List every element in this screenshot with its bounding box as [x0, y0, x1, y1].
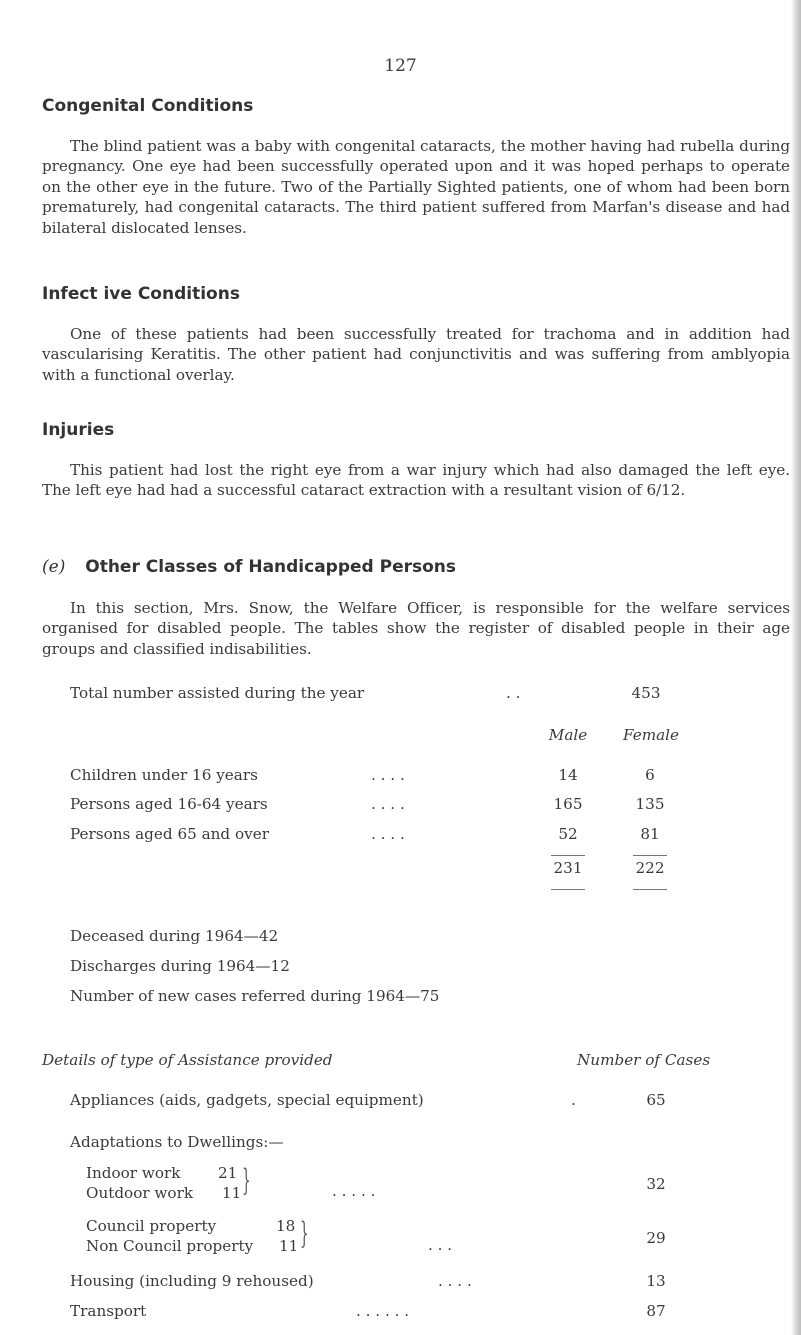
new-cases-line: Number of new cases referred during 1964—75: [70, 987, 440, 1005]
total-assisted-value: 453: [631, 684, 661, 702]
heading-other-classes: [42, 557, 456, 577]
rule-male-top: [551, 855, 585, 856]
rule-male-bottom: [551, 889, 585, 890]
heading-infective-conditions: Infect ive Conditions: [42, 284, 240, 304]
row-male-65-over: 52: [558, 825, 578, 843]
outdoor-work-value: 11: [222, 1184, 242, 1202]
paragraph-congenital-conditions: The blind patient was a baby with congenital cataracts, the mother having had rubella during pregnancy. One eye had been successfully operated upon and it was hoped perhaps to operate on the other eye in the future. Two of the Partially Sighted patients, one of whom had been born prematurely, had congenital cataracts. The third patient suffered from Marfan's disease and had bilateral dislocated lenses.: [42, 137, 790, 237]
row-leader-65-over: . . . .: [371, 825, 405, 843]
housing-leader: . . . .: [438, 1272, 472, 1290]
paragraph-other-classes: In this section, Mrs. Snow, the Welfare Officer, is responsible for the welfare services organised for disabled people. The tables show the register of disabled people in their age groups and classified indisabilities.: [42, 599, 790, 658]
heading-injuries: Injuries: [42, 420, 115, 440]
transport-value: 87: [646, 1302, 666, 1320]
council-leader: . . .: [428, 1236, 453, 1254]
row-male-16-64: 165: [553, 795, 583, 813]
heading-congenital-conditions: Congenital Conditions: [42, 96, 254, 116]
rule-female-bottom: [633, 889, 667, 890]
indoor-work-label: Indoor work: [86, 1164, 181, 1182]
row-label-children: Children under 16 years: [70, 766, 258, 784]
row-leader-16-64: . . . .: [371, 795, 405, 813]
non-council-property-value: 11: [279, 1237, 299, 1255]
non-council-property-label: Non Council property: [86, 1237, 254, 1255]
brace-council: }: [300, 1216, 309, 1251]
council-property-label: Council property: [86, 1217, 217, 1235]
row-female-65-over: 81: [640, 825, 660, 843]
transport-leader: . . . . . .: [356, 1302, 410, 1320]
paragraph-infective-conditions: One of these patients had been successfully treated for trachoma and in addition had vascularising Keratitis. The other patient had conjunctivitis and was suffering from amblyopia with a functional overlay.: [42, 325, 790, 384]
housing-label: Housing (including 9 rehoused): [70, 1272, 314, 1290]
total-female: 222: [635, 859, 665, 877]
rule-female-top: [633, 855, 667, 856]
assistance-title: Details of type of Assistance provided: [42, 1051, 333, 1069]
row-leader-children: . . . .: [371, 766, 405, 784]
deceased-line: Deceased during 1964—42: [70, 927, 279, 945]
column-male: Male: [548, 726, 588, 744]
appliances-leader: .: [571, 1091, 576, 1109]
row-male-children: 14: [558, 766, 578, 784]
council-property-value: 18: [276, 1217, 296, 1235]
row-label-65-over: Persons aged 65 and over: [70, 825, 269, 843]
outdoor-work-label: Outdoor work: [86, 1184, 194, 1202]
work-leader: . . . . .: [332, 1182, 376, 1200]
number-of-cases-title: Number of Cases: [577, 1051, 711, 1069]
appliances-value: 65: [646, 1091, 666, 1109]
row-label-16-64: Persons aged 16-64 years: [70, 795, 268, 813]
adaptations-label: Adaptations to Dwellings:—: [70, 1133, 284, 1151]
indoor-work-value: 21: [218, 1164, 238, 1182]
row-female-16-64: 135: [635, 795, 665, 813]
total-assisted-label: Total number assisted during the year: [70, 684, 365, 702]
housing-value: 13: [646, 1272, 666, 1290]
work-total: 32: [646, 1175, 666, 1193]
page-number: 127: [384, 56, 417, 76]
transport-label: Transport: [70, 1302, 147, 1320]
total-male: 231: [553, 859, 583, 877]
discharges-line: Discharges during 1964—12: [70, 957, 290, 975]
total-assisted-leader: . .: [506, 684, 521, 702]
appliances-label: Appliances (aids, gadgets, special equipment): [70, 1091, 424, 1109]
column-female: Female: [623, 726, 679, 744]
council-total: 29: [646, 1229, 666, 1247]
section-letter: (e): [42, 557, 66, 577]
page-edge-shadow: [791, 0, 801, 1335]
heading-other-classes-text: Other Classes of Handicapped Persons: [85, 557, 457, 577]
paragraph-injuries: This patient had lost the right eye from a war injury which had also damaged the left eye. The left eye had had a successful cataract extraction with a resultant vision of 6/12.: [42, 461, 790, 500]
brace-work: }: [242, 1163, 251, 1198]
row-female-children: 6: [645, 766, 655, 784]
